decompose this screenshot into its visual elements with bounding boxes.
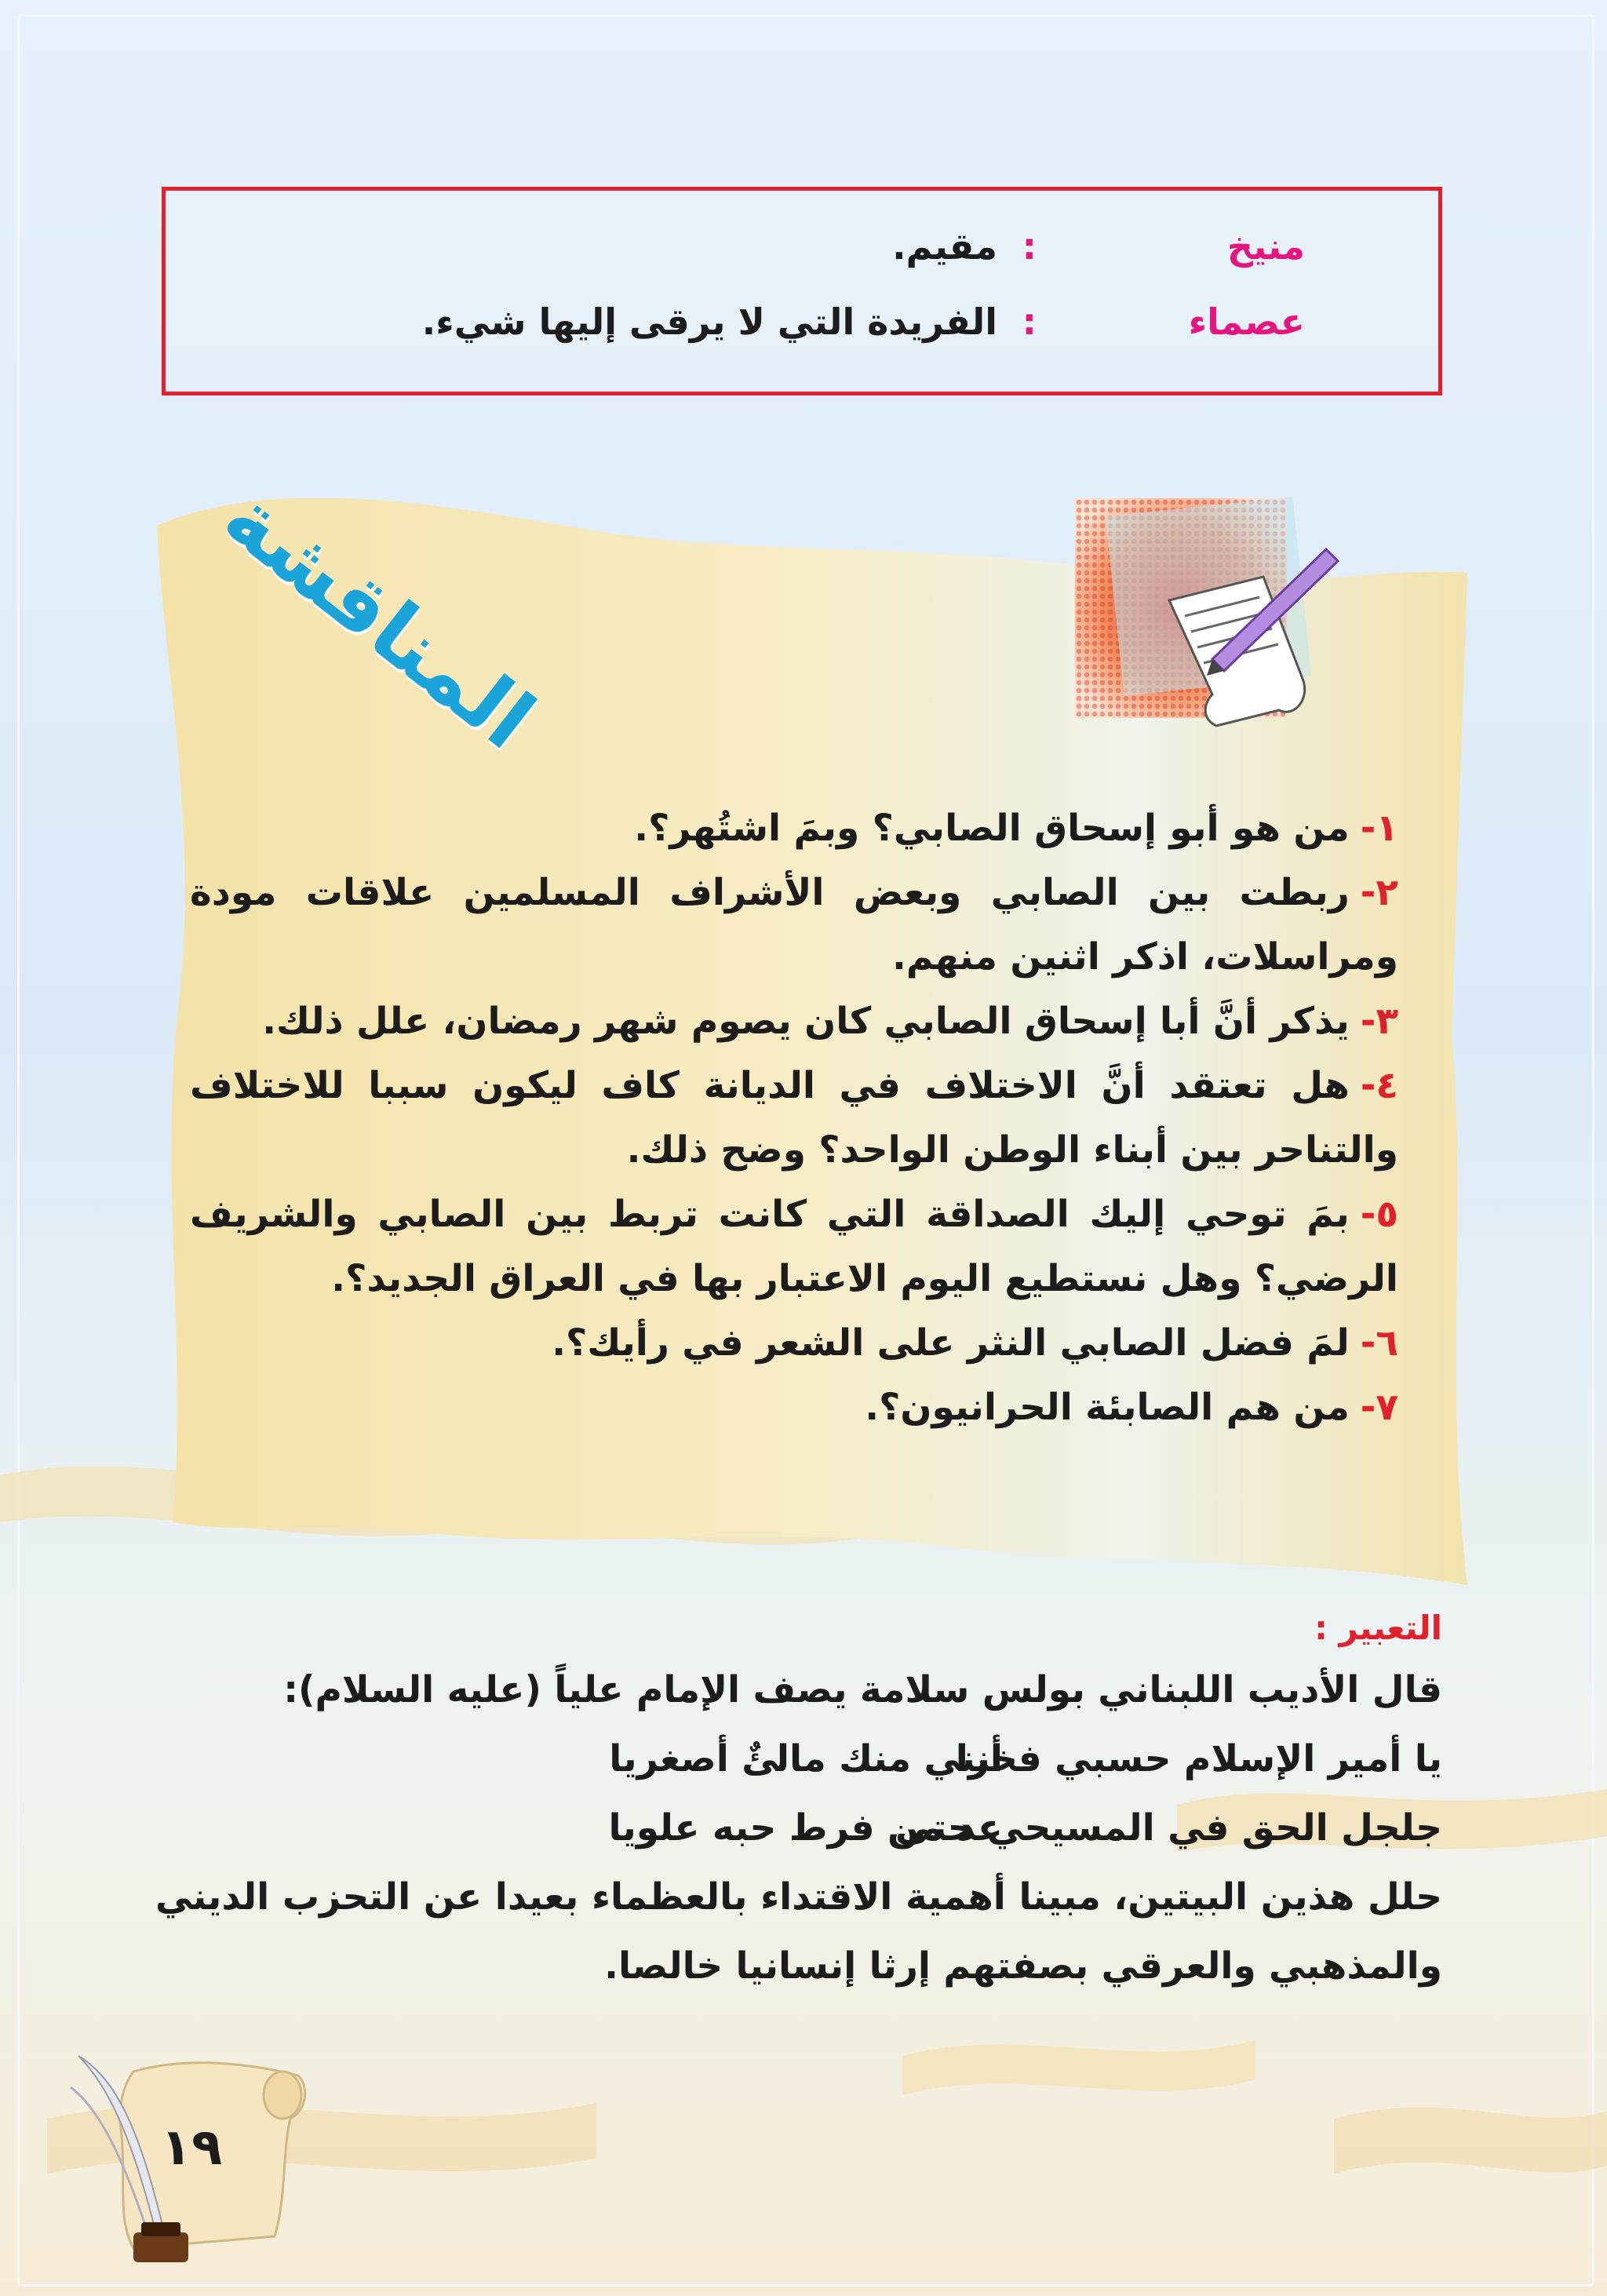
question-item <box>190 989 1398 1054</box>
glossary-colon: : <box>1022 225 1037 268</box>
glossary-definition: الفريدة التي لا يرقى إليها شيء. <box>421 301 997 343</box>
question-number: ٤- <box>1360 1064 1398 1107</box>
glossary-row <box>166 301 1438 363</box>
question-item <box>190 1311 1398 1376</box>
document-pen-icon <box>1067 483 1365 742</box>
verse-line <box>155 1725 1442 1794</box>
question-text: بمَ توحي إليك الصداقة التي كانت تربط بين الصابي والشريف الرضي؟ وهل نستطيع اليوم الاعتبار بها في العراق الجديد؟. <box>190 1193 1398 1300</box>
glossary-term: عصماء <box>1188 301 1305 343</box>
question-text: هل تعتقد أنَّ الاختلاف في الديانة كاف ليكون سببا للاختلاف والتناحر بين أبناء الوطن الواحد؟ وضح ذلك. <box>190 1064 1398 1172</box>
question-item <box>190 1183 1398 1311</box>
verse-second-hemistich: أنني منك مالئٌ أصغريا <box>609 1737 1003 1780</box>
question-number: ٥- <box>1360 1193 1398 1236</box>
expression-task: حلل هذين البيتين، مبينا أهمية الاقتداء بالعظماء بعيدا عن التحزب الديني والمذهبي والعرقي بصفتهم إرثا إنسانيا خالصا. <box>155 1875 1442 1988</box>
expression-section <box>155 1601 1442 2001</box>
question-item <box>190 796 1398 861</box>
question-item <box>190 1054 1398 1183</box>
question-number: ٧- <box>1360 1386 1398 1429</box>
question-number: ٦- <box>1360 1321 1398 1365</box>
question-text: من هو أبو إسحاق الصابي؟ وبمَ اشتُهر؟. <box>634 807 1350 850</box>
question-text: لمَ فضل الصابي النثر على الشعر في رأيك؟. <box>552 1321 1350 1365</box>
discussion-title: المناقشة <box>206 468 552 768</box>
question-number: ١- <box>1360 807 1398 850</box>
glossary-definition: مقيم. <box>892 225 997 268</box>
glossary-term: منيخ <box>1226 225 1305 268</box>
question-item <box>190 861 1398 989</box>
verse-second-hemistich: عد من فرط حبه علويا <box>608 1806 1003 1850</box>
page-number: ١٩ <box>161 2119 223 2177</box>
discussion-title-wrap <box>206 463 552 777</box>
verse-first-hemistich: جلجل الحق في المسيحي حتى <box>895 1806 1442 1850</box>
verse-line <box>155 1794 1442 1863</box>
glossary-row <box>166 225 1438 288</box>
glossary-colon: : <box>1022 301 1037 343</box>
question-text: يذكر أنَّ أبا إسحاق الصابي كان يصوم شهر رمضان، علل ذلك. <box>262 1000 1350 1043</box>
question-item <box>190 1376 1398 1440</box>
expression-intro: قال الأديب اللبناني بولس سلامة يصف الإمام علياً (عليه السلام): <box>283 1668 1442 1711</box>
question-text: من هم الصابئة الحرانيون؟. <box>865 1386 1350 1429</box>
expression-title: التعبير : <box>1314 1609 1442 1647</box>
discussion-questions <box>190 796 1398 1440</box>
verse-first-hemistich: يا أمير الإسلام حسبي فخرا <box>955 1737 1442 1780</box>
question-number: ٢- <box>1360 871 1398 914</box>
question-number: ٣- <box>1360 1000 1398 1043</box>
glossary-box <box>162 187 1442 395</box>
question-text: ربطت بين الصابي وبعض الأشراف المسلمين علاقات مودة ومراسلات، اذكر اثنين منهم. <box>190 871 1398 979</box>
